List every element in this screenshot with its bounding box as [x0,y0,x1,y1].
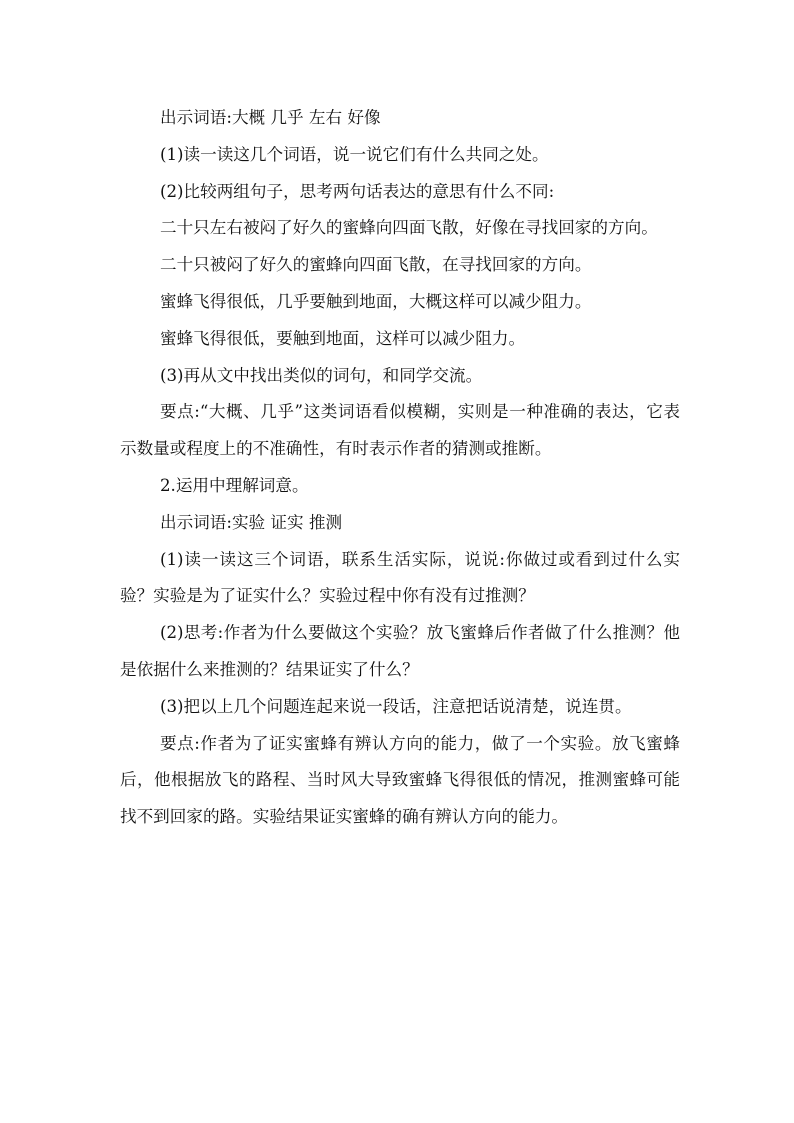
paragraph-question-4: (1)读一读这三个词语，联系生活实际，说说:你做过或看到过什么实验？实验是为了证实什么？实验过程中你有没有过推测？ [120,549,680,606]
paragraph-word-list-1: 出示词语:大概 几乎 左右 好像 [160,108,381,127]
document-body [120,100,680,836]
paragraph-key-point-1: 要点:“大概、几乎”这类词语看似模糊，实则是一种准确的表达，它表示数量或程度上的不准确性，有时表示作者的猜测或推断。 [120,402,680,459]
paragraph-question-5: (2)思考:作者为什么要做这个实验？放飞蜜蜂后作者做了什么推测？他是依据什么来推测的？结果证实了什么？ [120,623,680,679]
paragraph-example-sentence-2: 二十只被闷了好久的蜜蜂向四面飞散，在寻找回家的方向。 [160,255,592,275]
paragraph-example-sentence-1: 二十只左右被闷了好久的蜜蜂向四面飞散，好像在寻找回家的方向。 [160,218,658,238]
paragraph-question-3: (3)再从文中找出类似的词句，和同学交流。 [160,365,483,385]
paragraph-word-list-2: 出示词语:实验 证实 推测 [160,512,343,532]
paragraph-question-1: (1)读一读这几个词语，说一说它们有什么共同之处。 [160,144,549,164]
paragraph-key-point-2: 要点:作者为了证实蜜蜂有辨认方向的能力，做了一个实验。放飞蜜蜂后，他根据放飞的路程、当时风大导致蜜蜂飞得很低的情况，推测蜜蜂可能找不到回家的路。实验结果证实蜜蜂的确有辨认方向的能力。 [120,733,680,827]
paragraph-section-heading: 2.运用中理解词意。 [160,475,309,495]
paragraph-example-sentence-3: 蜜蜂飞得很低，几乎要触到地面，大概这样可以减少阻力。 [160,291,592,311]
paragraph-question-2: (2)比较两组句子，思考两句话表达的意思有什么不同: [160,181,555,201]
paragraph-question-6: (3)把以上几个问题连起来说一段话，注意把话说清楚，说连贯。 [160,696,632,716]
paragraph-example-sentence-4: 蜜蜂飞得很低，要触到地面，这样可以减少阻力。 [160,328,526,348]
